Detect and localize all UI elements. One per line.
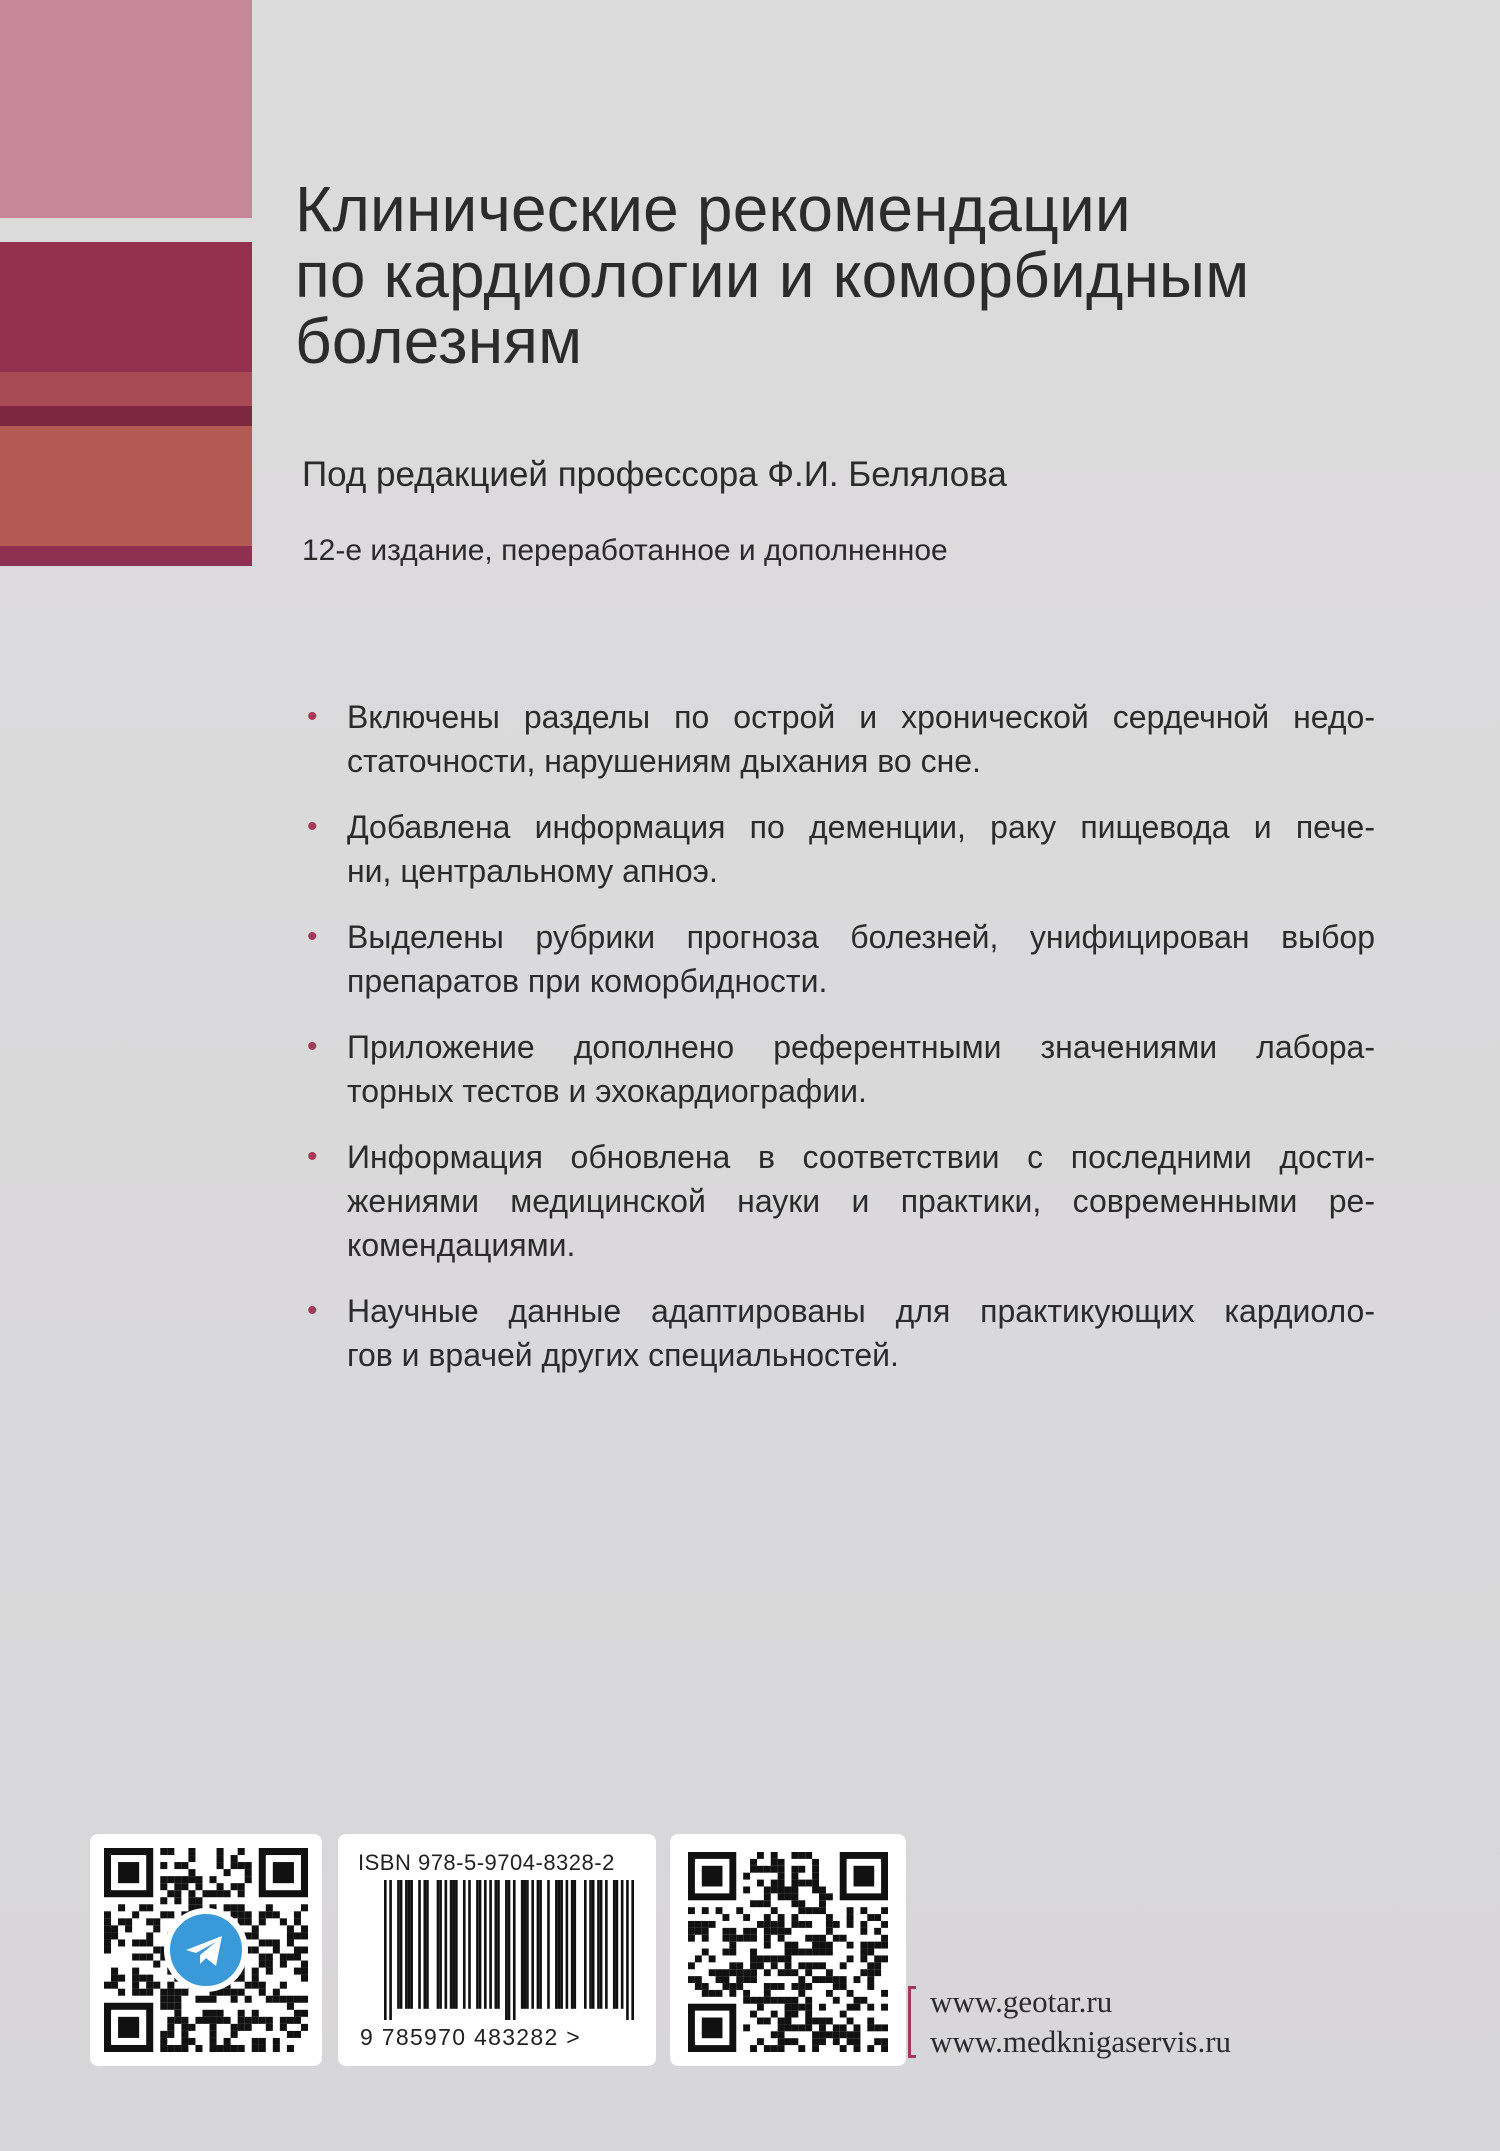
book-title-line: болезням [295,305,583,377]
feature-item [305,805,1375,893]
feature-text-line: Научные данные адаптированы для практикующих кардиоло- [347,1293,1375,1329]
qr-code-icon [688,1852,888,2052]
book-title [295,173,1445,377]
isbn-label: ISBN 978-5-9704-8328-2 [358,1850,615,1875]
feature-text-line: торных тестов и эхокардиографии. [347,1073,867,1109]
website-qr-code[interactable] [670,1834,906,2066]
feature-item [305,1135,1375,1267]
decorative-stripe-bottom [0,546,252,566]
editor-credit: Под редакцией профессора Ф.И. Белялова [302,455,1007,494]
feature-item [305,915,1375,1003]
edition-note: 12-е издание, переработанное и дополненное [302,534,948,567]
url-bracket-icon [908,1986,916,2058]
telegram-qr-code[interactable] [90,1834,322,2066]
decorative-stripe-thin [0,406,252,426]
decorative-stripe-burgundy [0,242,252,372]
feature-text-line: Включены разделы по острой и хронической сердечной недо- [347,699,1375,735]
bullet-icon: • [307,1030,318,1063]
bullet-icon: • [307,920,318,953]
decorative-stripe-pink [0,0,252,218]
feature-text-line: Приложение дополнено референтными значениями лабора- [347,1029,1375,1065]
feature-text-line: ни, центральному апноэ. [347,853,718,889]
feature-item [305,1289,1375,1377]
telegram-icon [164,1908,248,1992]
decorative-stripe-thin [0,372,252,406]
feature-text-line: препаратов при коморбидности. [347,963,828,999]
book-title-line: по кардиологии и коморбидным [295,239,1250,311]
feature-text-line: гов и врачей других специальностей. [347,1337,899,1373]
bullet-icon: • [307,1294,318,1327]
barcode-digits: 9 785970 483282 > [360,2024,581,2050]
decorative-stripe-terracotta [0,426,252,546]
feature-text-line: жениями медицинской науки и практики, современными ре- [347,1183,1375,1219]
feature-list [305,695,1375,1399]
feature-text-line: статочности, нарушениям дыхания во сне. [347,743,981,779]
feature-text-line: комендациями. [347,1227,576,1263]
book-title-line: Клинические рекомендации [295,173,1131,245]
isbn-barcode-block [338,1834,656,2066]
barcode-icon [384,1880,634,2020]
publisher-urls [930,1982,1231,2062]
feature-item [305,1025,1375,1113]
feature-text-line: Добавлена информация по деменции, раку пищевода и пече- [347,809,1375,845]
url-link[interactable]: www.medknigaservis.ru [930,2024,1232,2059]
bullet-icon: • [307,810,318,843]
bullet-icon: • [307,1140,318,1173]
feature-item [305,695,1375,783]
url-link[interactable]: www.geotar.ru [930,1984,1113,2019]
feature-text-line: Информация обновлена в соответствии с последними дости- [347,1139,1375,1175]
feature-text-line: Выделены рубрики прогноза болезней, унифицирован выбор [347,919,1375,955]
bullet-icon: • [307,700,318,733]
